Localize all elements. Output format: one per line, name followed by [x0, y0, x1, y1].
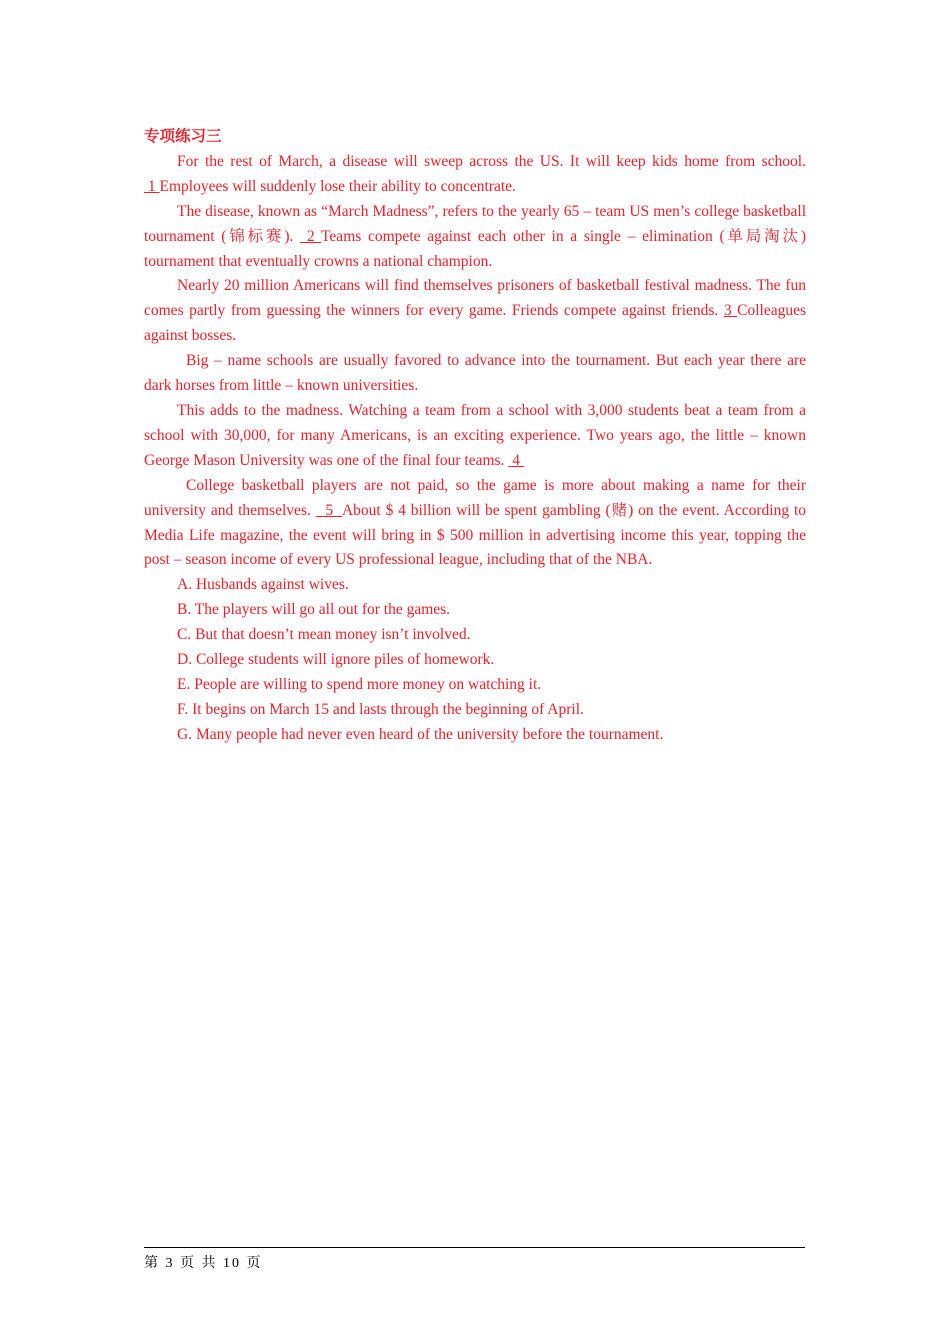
paragraph-1-text-b: Employees will suddenly lose their ability to concentrate. — [159, 177, 516, 195]
option-g: G. Many people had never even heard of the university before the tournament. — [177, 725, 664, 743]
paragraph-2-text-a: The disease, known as “March Madness”, refers to the yearly 65 – team US men’s college basketball tournament (锦标赛). — [144, 202, 806, 245]
paragraph-3 — [144, 274, 806, 349]
page-number-footer: 第 3 页 共 10 页 — [144, 1256, 263, 1271]
blank-5: 5 — [315, 501, 342, 519]
paragraph-6-text-a: College basketball players are not paid, so the game is more about making a name for their university and themselves. — [144, 476, 806, 519]
option-e: E. People are willing to spend more money on watching it. — [177, 675, 542, 693]
paragraph-4-text-a: Big – name schools are usually favored to advance into the tournament. But each year there are dark horses from little – known universities. — [144, 352, 806, 395]
paragraph-4 — [144, 349, 806, 399]
paragraph-3-text-b: Colleagues against bosses. — [144, 302, 807, 345]
footer-divider — [144, 1247, 805, 1248]
options-list — [144, 573, 806, 747]
option-c: C. But that doesn’t mean money isn’t involved. — [177, 626, 471, 644]
exercise-content — [144, 125, 806, 748]
paragraph-3-text-a: Nearly 20 million Americans will find themselves prisoners of basketball festival madness. The fun comes partly from guessing the winners for every game. Friends compete against friends. — [144, 277, 806, 320]
option-f: F. It begins on March 15 and lasts through the beginning of April. — [177, 700, 584, 718]
paragraph-6-text-b: About $ 4 billion will be spent gambling (赌) on the event. According to Media Life magazine, the event will bring in $ 500 million in advertising income this year, topping the post – season income of every US professional league, including that of the NBA. — [144, 501, 806, 569]
option-d: D. College students will ignore piles of homework. — [177, 651, 495, 669]
exercise-heading: 专项练习三 — [144, 128, 222, 145]
paragraph-5-text-a: This adds to the madness. Watching a team from a school with 3,000 students beat a team from a school with 30,000, for many Americans, is an exciting experience. Two years ago, the little – known George Mason University was one of the final four teams. — [144, 401, 806, 469]
paragraph-5 — [144, 399, 806, 474]
blank-2: 2 — [300, 227, 322, 245]
paragraph-1 — [144, 150, 806, 200]
paragraph-2 — [144, 200, 806, 275]
blank-4: 4 — [508, 451, 524, 469]
paragraph-2-text-b: Teams compete against each other in a single – elimination (单局淘汰) tournament that eventually crowns a national champion. — [144, 227, 806, 270]
option-b: B. The players will go all out for the games. — [177, 601, 451, 619]
option-a: A. Husbands against wives. — [177, 576, 349, 594]
blank-1: 1 — [144, 177, 160, 195]
paragraph-1-text-a: For the rest of March, a disease will sweep across the US. It will keep kids home from school. — [177, 152, 806, 170]
blank-3: 3 — [723, 302, 738, 320]
paragraph-6 — [144, 474, 806, 574]
